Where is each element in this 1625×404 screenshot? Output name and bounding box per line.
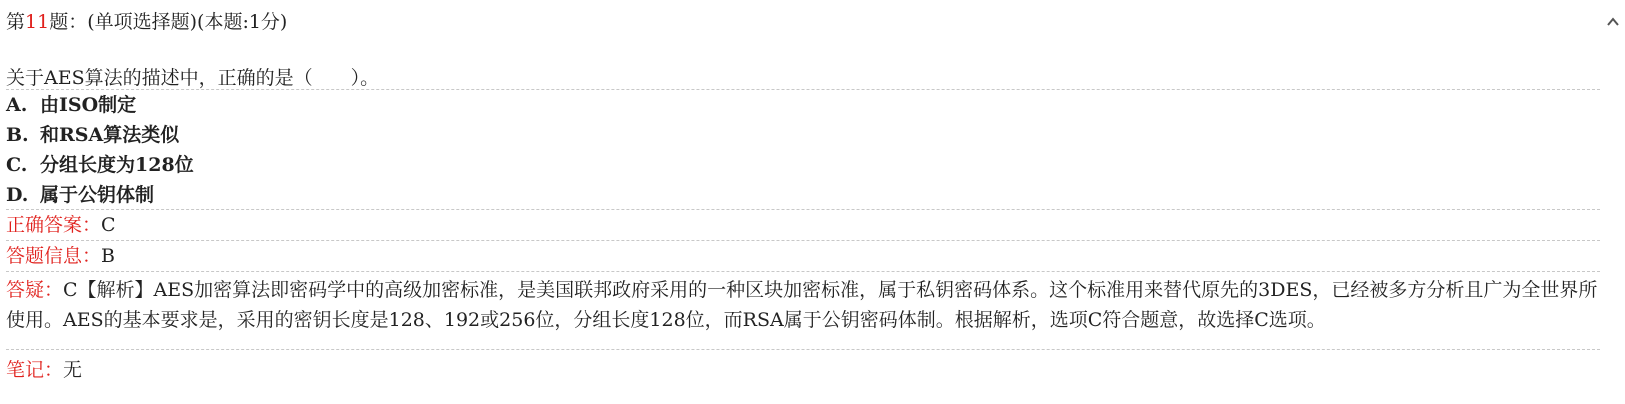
note-value: 无 xyxy=(63,359,83,381)
explanation-text: C【解析】AES加密算法即密码学中的高级加密标准，是美国联邦政府采用的一种区块加密标准，属于私钥密码体系。这个标准用来替代原先的3DES，已经被多方分析且广为全世界所使用。AES的基本要求是，采用的密钥长度是128、192或256位，分组长度128位，而RSA属于公钥密码体制。根据解析，选项C符合题意，故选择C选项。 xyxy=(6,279,1598,331)
question-panel xyxy=(6,0,1600,390)
note-label: 笔记： xyxy=(6,359,64,381)
scroll-up-icon[interactable] xyxy=(1605,14,1621,30)
question-header xyxy=(6,0,1600,34)
user-answer xyxy=(6,241,1600,272)
question-number: 11 xyxy=(25,11,50,33)
option-b[interactable] xyxy=(6,120,1600,150)
user-answer-label: 答题信息： xyxy=(6,245,102,267)
option-letter: C. xyxy=(6,154,28,176)
option-letter: B. xyxy=(6,124,29,146)
option-text: 属于公钥体制 xyxy=(40,184,155,206)
scrollbar[interactable] xyxy=(1603,0,1625,404)
option-c[interactable] xyxy=(6,150,1600,180)
user-answer-value: B xyxy=(101,245,115,267)
option-letter: D. xyxy=(6,184,29,206)
correct-answer-value: C xyxy=(101,214,116,236)
correct-answer xyxy=(6,210,1600,241)
correct-answer-label: 正确答案： xyxy=(6,214,102,236)
question-prefix: 第 xyxy=(6,11,26,33)
note xyxy=(6,350,1600,390)
option-letter: A. xyxy=(6,94,28,116)
question-type: 题：(单项选择题)(本题:1分) xyxy=(49,11,288,33)
question-text: 关于AES算法的描述中，正确的是（ ）。 xyxy=(6,56,1600,90)
explanation-label: 答疑： xyxy=(6,279,64,301)
option-a[interactable] xyxy=(6,90,1600,120)
option-text: 分组长度为128位 xyxy=(40,154,194,176)
option-text: 由ISO制定 xyxy=(40,94,137,116)
option-text: 和RSA算法类似 xyxy=(40,124,180,146)
explanation xyxy=(6,272,1600,350)
option-d[interactable] xyxy=(6,180,1600,210)
